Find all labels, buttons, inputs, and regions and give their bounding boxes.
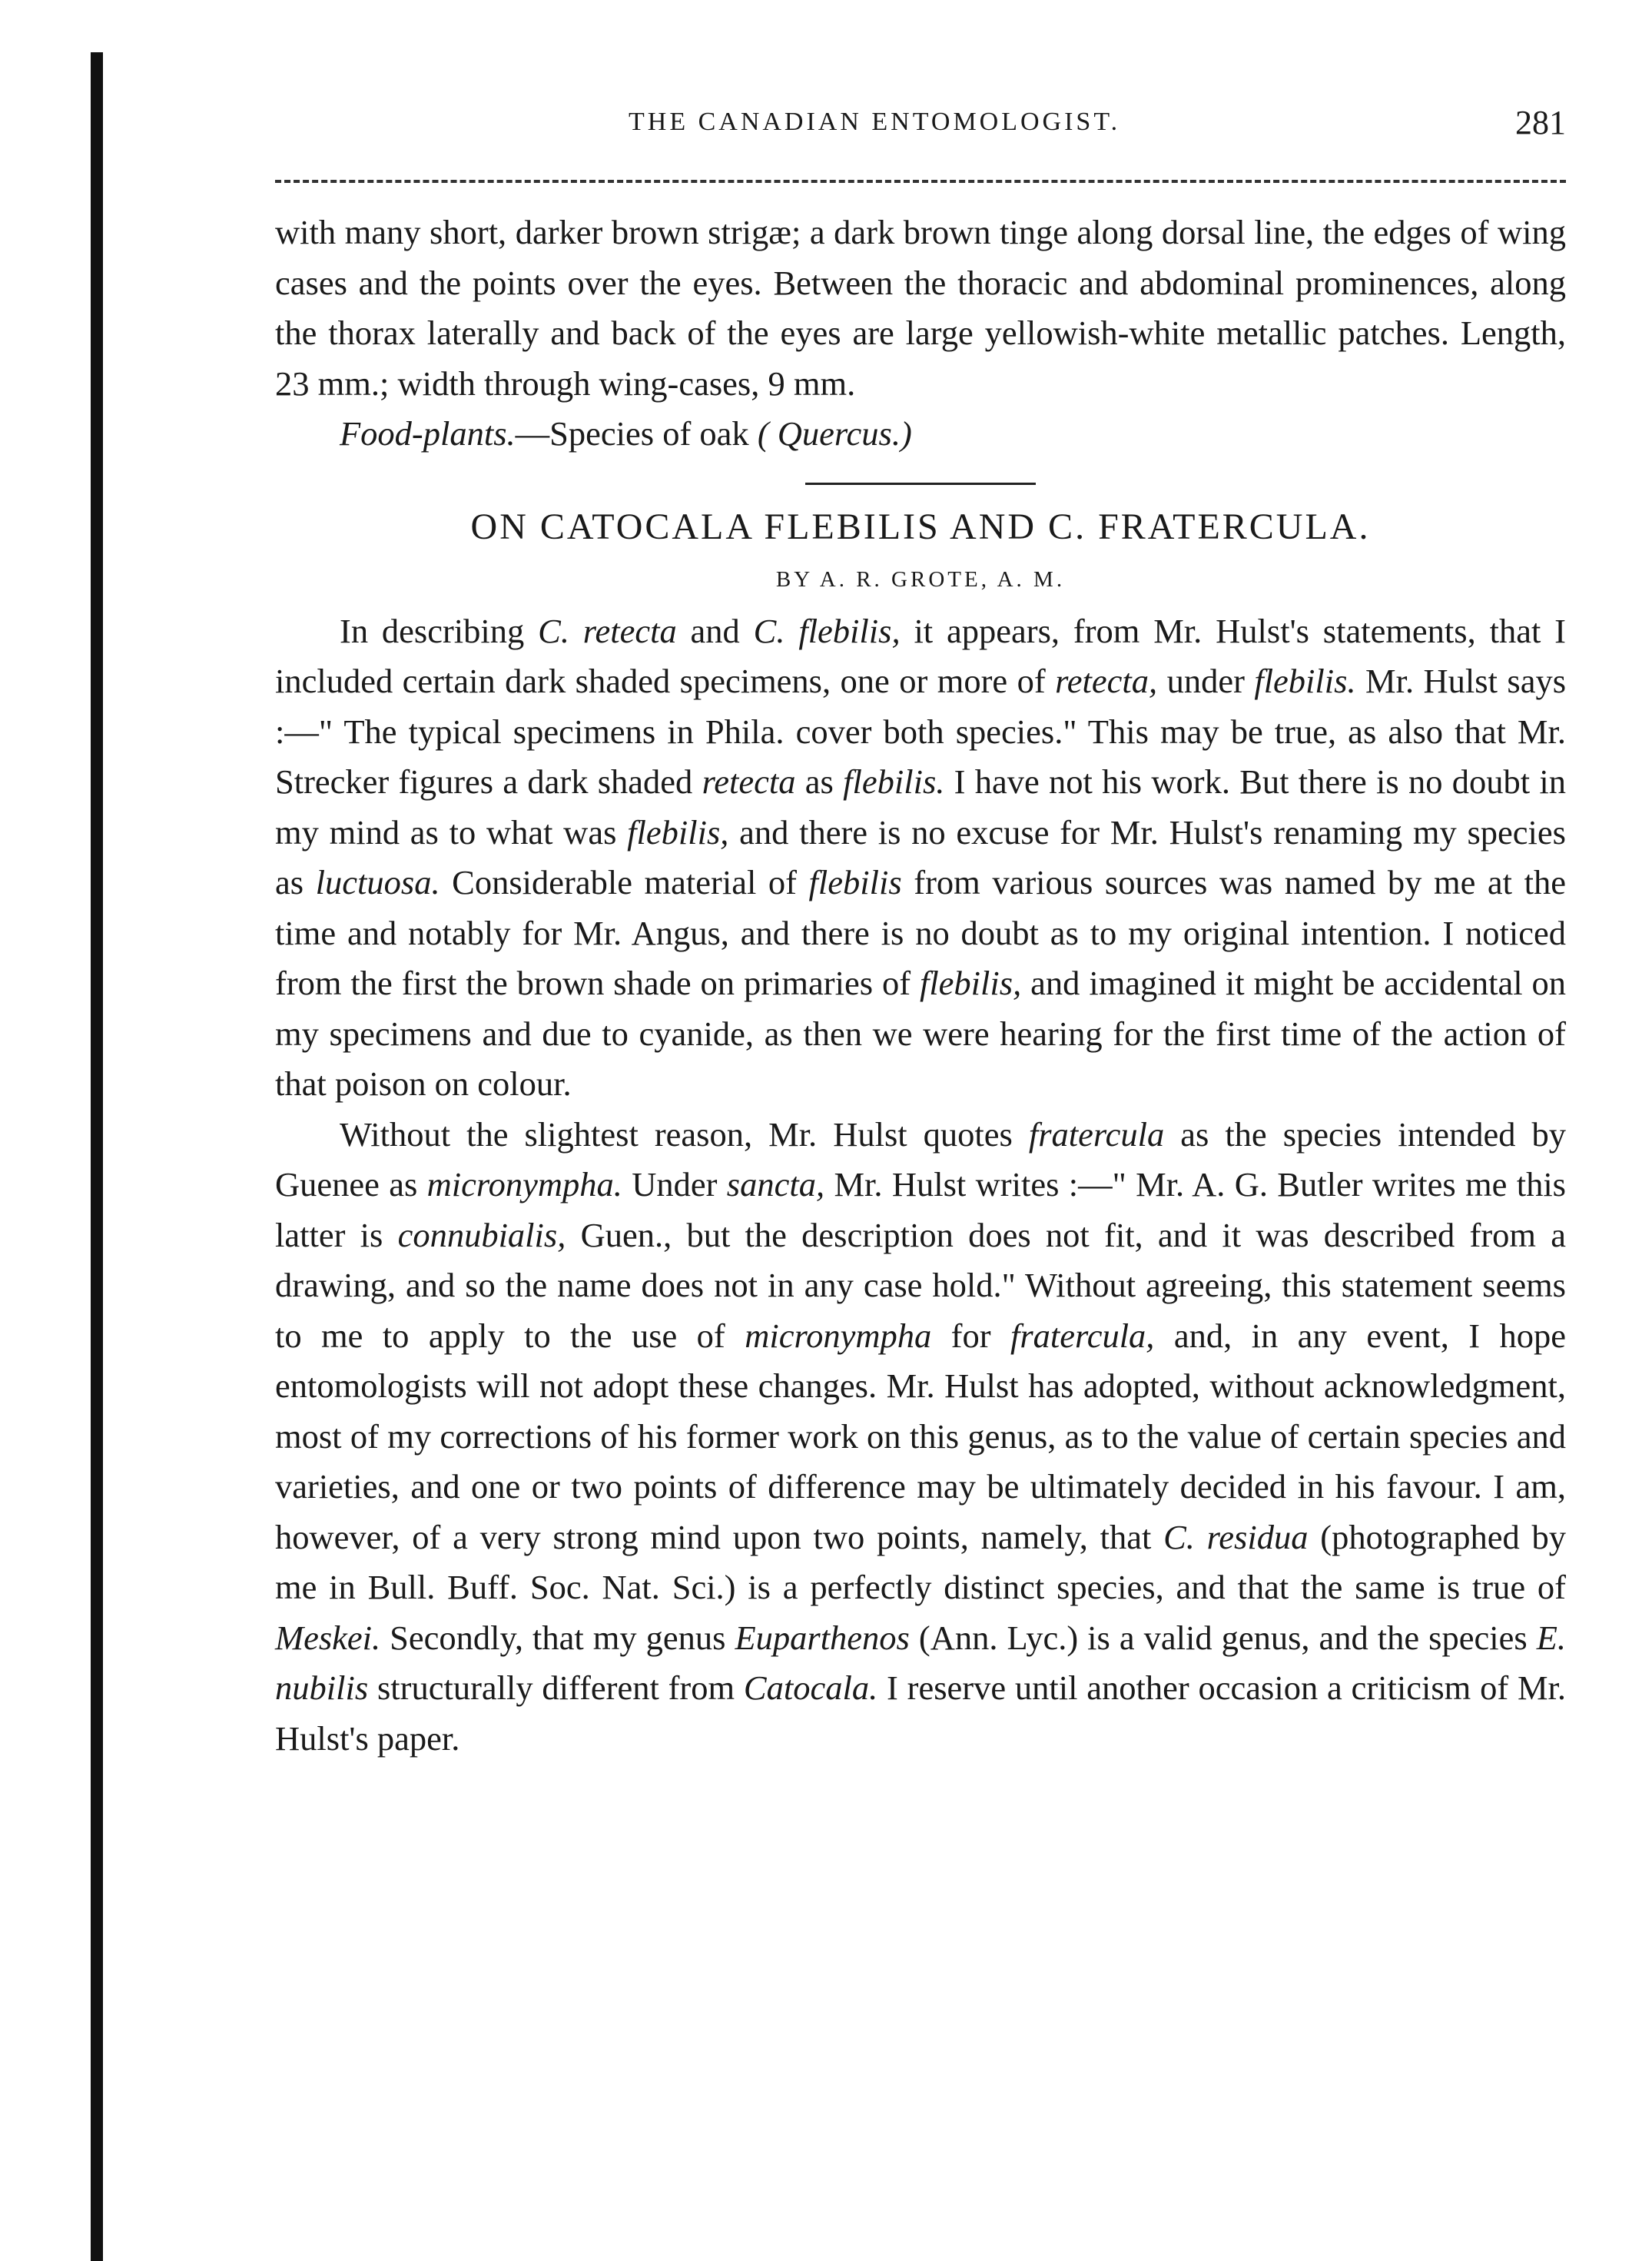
food-plants-genus: ( Quercus.) [757,414,912,453]
text-run: Without the slightest reason, Mr. Hulst quotes [340,1114,1029,1154]
article-paragraph-2 [275,1110,1566,1765]
italic-taxon-name: luctuosa. [315,863,440,901]
italic-taxon-name: micronympha. [426,1165,622,1204]
italic-taxon-name: C. flebilis, [753,611,901,650]
italic-taxon-name: connubialis, [397,1215,566,1254]
text-run: as the species intended by Guenee as [275,1114,1566,1204]
text-run: Mr. Hulst says :—" The typical specimens in Phila. cover both species." This may be true, as also that Mr. Strecker figures a dark shaded [275,662,1567,801]
text-run: under [1157,662,1255,700]
italic-taxon-name: flebilis, [919,964,1022,1002]
text-run: I reserve until another occasion a criticism of Mr. Hulst's paper. [275,1668,1566,1758]
italic-taxon-name: C. retecta [538,611,677,650]
text-run: and, in any event, I hope entomologists will not adopt these changes. Mr. Hulst has adopted, without acknowledgment, most of my corrections of his former work on this genus, as to the value of certain species and varieties, and one or two points of difference may be ultimately decided in his favour. I am, however, of a very strong mind upon two points, namely, that [275,1316,1567,1556]
italic-taxon-name: C. residua [1163,1517,1309,1556]
text-run: and imagined it might be accidental on my specimens and due to cyanide, as then we were hearing for the first time of the action of that poison on colour. [275,964,1566,1103]
text-run: (photographed by me in Bull. Buff. Soc. Nat. Sci.) is a perfectly distinct species, and that the same is true of [275,1517,1567,1606]
article-title: ON CATOCALA FLEBILIS AND C. FRATERCULA. [470,506,1371,547]
food-plants-line [275,409,1566,460]
text-run: and there is no excuse for Mr. Hulst's renaming my species as [275,812,1566,901]
text-run: I have not his work. But there is no doubt in my mind as to what was [275,762,1566,852]
text-run: Secondly, that my genus [380,1618,735,1657]
text-run: with many short, darker brown strigæ; a dark brown tinge along dorsal line, the edges of wing cases and the points over the eyes. Between the thoracic and abdominal prominences, along the thorax laterally and back of the eyes are large yellowish-white metallic patches. Length, 23 mm.; width through wing-cases, 9 mm. [275,213,1566,403]
text-run: Considerable material of [440,863,809,901]
italic-taxon-name: fratercula [1028,1114,1165,1154]
italic-taxon-name: E. nubilis [275,1618,1566,1707]
text-run: Mr. Hulst writes :—" Mr. A. G. Butler writes me this latter is [275,1165,1566,1254]
continuation-paragraph [275,208,1566,409]
text-run: Under [622,1165,727,1204]
article-byline: BY A. R. GROTE, A. M. [775,566,1066,592]
text-run: structurally different from [368,1668,744,1707]
text-run: as [795,762,844,801]
article-separator-rule [805,483,1036,485]
italic-taxon-name: retecta [702,762,796,801]
running-title: THE CANADIAN ENTOMOLOGIST. [629,108,1121,136]
text-run: (Ann. Lyc.) is a valid genus, and the species [909,1618,1537,1657]
italic-taxon-name: micronympha [745,1316,932,1355]
italic-taxon-name: Euparthenos [735,1618,910,1657]
text-run: it appears, from Mr. Hulst's statements, that I included certain dark shaded specimens, one or more of [275,611,1566,700]
text-run: and [676,611,754,650]
text-run: from various sources was named by me at the time and notably for Mr. Angus, and there is no doubt as to my original intention. I noticed from the first the brown shade on primaries of [275,863,1566,1002]
text-run: for [931,1316,1010,1355]
text-run: Guen., but the description does not fit, and it was described from a drawing, and so the name does not in any case hold." Without agreeing, this statement seems to me to apply to the use of [275,1215,1567,1355]
header-rule [275,180,1566,183]
article-paragraph-1 [275,606,1566,1110]
italic-taxon-name: flebilis, [627,812,729,852]
italic-taxon-name: retecta, [1055,662,1158,700]
italic-taxon-name: Catocala. [743,1668,878,1707]
italic-taxon-name: flebilis. [1254,662,1356,700]
page-body [275,208,1566,1764]
page-number: 281 [1515,104,1566,141]
italic-taxon-name: Meskei. [275,1618,381,1657]
page-header [275,104,1566,154]
food-plants-label: Food-plants. [340,414,516,453]
italic-taxon-name: flebilis [808,863,902,901]
text-run: In describing [340,611,539,650]
italic-taxon-name: flebilis. [843,762,945,801]
text-run: —Species of oak [515,414,758,453]
page-binding-edge [91,52,103,2261]
italic-taxon-name: fratercula, [1010,1316,1155,1355]
italic-taxon-name: sancta, [726,1165,825,1204]
